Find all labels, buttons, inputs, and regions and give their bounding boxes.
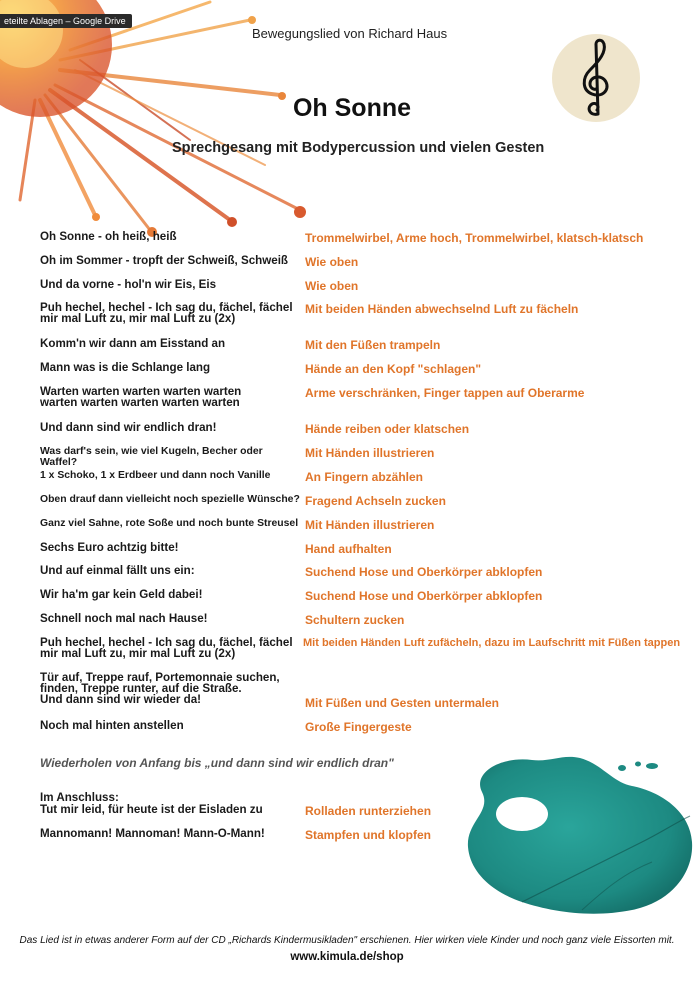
lyric-text: Noch mal hinten anstellen bbox=[40, 719, 184, 732]
lyric-text: Und dann sind wir endlich dran! bbox=[40, 421, 217, 434]
lyric-text: Mann was is die Schlange lang bbox=[40, 361, 211, 374]
lyric-text: Und auf einmal fällt uns ein: bbox=[40, 564, 195, 577]
lyric-text: Wir ha'm gar kein Geld dabei! bbox=[40, 588, 203, 601]
lyric-text: Mannomann! Mannoman! Mann-O-Mann! bbox=[40, 827, 265, 840]
page-title: Oh Sonne bbox=[292, 94, 412, 122]
gesture-text: Mit beiden Händen Luft zufächeln, dazu im Laufschritt mit Füßen tappen bbox=[303, 637, 681, 649]
footer-url-link[interactable]: www.kimula.de/shop bbox=[290, 951, 404, 963]
repeat-note: Wiederholen von Anfang bis „und dann sind wir endlich dran" bbox=[40, 756, 394, 770]
lyric-text: 1 x Schoko, 1 x Erdbeer und dann noch Vanille bbox=[40, 470, 271, 481]
lyric-text: Oben drauf dann vielleicht noch spezielle Wünsche? bbox=[40, 494, 300, 505]
lyric-text: Und da vorne - hol'n wir Eis, Eis bbox=[40, 278, 217, 291]
gesture-text: An Fingern abzählen bbox=[305, 470, 424, 484]
footer-note: Das Lied ist in etwas anderer Form auf der CD „Richards Kindermusikladen" erschienen. Hier wirken viele Kinder und noch ganz viele Eissorten mit. bbox=[19, 935, 675, 946]
gesture-text: Trommelwirbel, Arme hoch, Trommelwirbel, klatsch-klatsch bbox=[305, 231, 644, 245]
gesture-text: Wie oben bbox=[305, 279, 359, 293]
lyric-text: Puh hechel, hechel - Ich sag du, fächel, fächel mir mal Luft zu, mir mal Luft zu (2x) bbox=[40, 636, 293, 660]
gesture-text: Hände reiben oder klatschen bbox=[305, 422, 470, 436]
anschluss-heading: Im Anschluss: bbox=[40, 791, 119, 804]
gesture-text: Mit Händen illustrieren bbox=[305, 446, 435, 460]
gesture-text: Rolladen runterziehen bbox=[305, 804, 432, 818]
gesture-text: Mit den Füßen trampeln bbox=[305, 338, 441, 352]
lyric-text: Ganz viel Sahne, rote Soße und noch bunte Streusel bbox=[40, 518, 299, 529]
gesture-text: Hand aufhalten bbox=[305, 542, 392, 556]
gesture-text: Mit Füßen und Gesten untermalen bbox=[305, 696, 500, 710]
page-tagline: Sprechgesang mit Bodypercussion und vielen Gesten bbox=[172, 140, 545, 156]
gesture-text: Mit Händen illustrieren bbox=[305, 518, 435, 532]
lyric-text: Puh hechel, hechel - Ich sag du, fächel, fächel mir mal Luft zu, mir mal Luft zu (2x) bbox=[40, 301, 293, 325]
gesture-text: Große Fingergeste bbox=[305, 720, 412, 734]
gesture-text: Hände an den Kopf "schlagen" bbox=[305, 362, 482, 376]
lyric-text: Sechs Euro achtzig bitte! bbox=[40, 541, 179, 554]
gesture-text: Schultern zucken bbox=[305, 613, 405, 627]
gesture-text: Suchend Hose und Oberkörper abklopfen bbox=[305, 589, 543, 603]
lyric-text: Tut mir leid, für heute ist der Eisladen zu bbox=[40, 803, 263, 816]
lyric-text: Warten warten warten warten warten warten warten warten warten warten bbox=[40, 385, 242, 409]
lyric-text: Tür auf, Treppe rauf, Portemonnaie suchen, finden, Treppe runter, auf die Straße. Und dann sind wir wieder da! bbox=[40, 671, 280, 706]
lyric-text: Was darf's sein, wie viel Kugeln, Becher oder Waffel? bbox=[40, 446, 263, 468]
lyric-text: Oh Sonne - oh heiß, heiß bbox=[40, 230, 177, 243]
gesture-text: Wie oben bbox=[305, 255, 359, 269]
lyric-text: Schnell noch mal nach Hause! bbox=[40, 612, 208, 625]
gesture-text: Arme verschränken, Finger tappen auf Oberarme bbox=[305, 386, 585, 400]
teal-ink-blob-icon bbox=[462, 752, 694, 918]
gesture-text: Fragend Achseln zucken bbox=[305, 494, 446, 508]
gesture-text: Mit beiden Händen abwechselnd Luft zu fächeln bbox=[305, 302, 579, 316]
lyric-text: Oh im Sommer - tropft der Schweiß, Schweiß bbox=[40, 254, 289, 267]
lyric-text: Komm'n wir dann am Eisstand an bbox=[40, 337, 226, 350]
page-subtitle: Bewegungslied von Richard Haus bbox=[252, 26, 448, 41]
gesture-text: Suchend Hose und Oberkörper abklopfen bbox=[305, 565, 543, 579]
gesture-text: Stampfen und klopfen bbox=[305, 828, 431, 842]
browser-tab-label[interactable]: eteilte Ablagen – Google Drive bbox=[0, 14, 132, 28]
